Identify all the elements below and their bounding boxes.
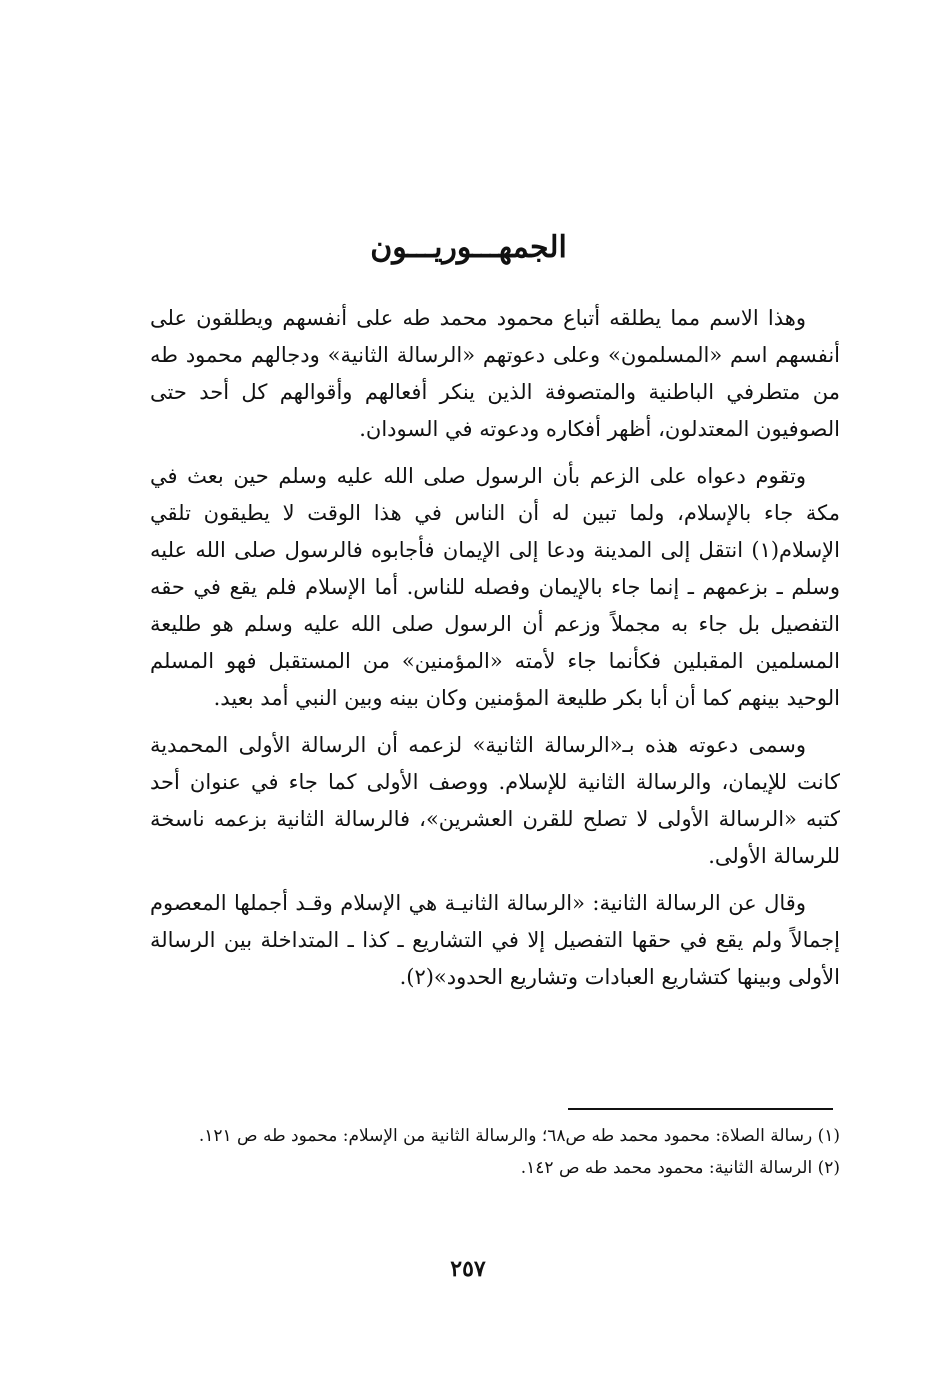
footnote-separator [568,1108,833,1110]
paragraph-1: وهذا الاسم مما يطلقه أتباع محمود محمد طه على أنفسهم ويطلقون على أنفسهم اسم «المسلمون» وعلى دعوتهم «الرسالة الثانية» ودجالهم محمود طه من متطرفي الباطنية والمتصوفة الذين ينكر أفعالهم وأقوالهم كل أحد حتى الصوفيون المعتدلون، أظهر أفكاره ودعوته في السودان. [150,306,840,441]
chapter-title: الجمهـــوريـــون [370,230,567,265]
paragraph-3: وسمى دعوته هذه بـ«الرسالة الثانية» لزعمه أن الرسالة الأولى المحمدية كانت للإيمان، والرسالة الثانية للإسلام. ووصف الأولى كما جاء في عنوان أحد كتبه «الرسالة الأولى لا تصلح للقرن العشرين»، فالرسالة الثانية بزعمه ناسخة للرسالة الأولى. [150,733,840,868]
footnotes [150,1120,840,1184]
paragraph-4: وقال عن الرسالة الثانية: «الرسالة الثانيـة هي الإسلام وقـد أجملها المعصوم إجمالاً ولم يقع في حقها التفصيل إلا في التشاريع ـ كذا ـ المتداخلة بين الرسالة الأولى وبينها كتشاريع العبادات وتشاريع الحدود»(٢). [150,891,840,989]
footnote-1: (١) رسالة الصلاة: محمود محمد طه ص٦٨؛ والرسالة الثانية من الإسلام: محمود طه ص ١٢١. [198,1126,840,1146]
body-text [150,300,840,1006]
footnote-2: (٢) الرسالة الثانية: محمود محمد طه ص ١٤٢. [520,1158,840,1178]
paragraph-2: وتقوم دعواه على الزعم بأن الرسول صلى الله عليه وسلم حين بعث في مكة جاء بالإسلام، ولما تبين له أن الناس في هذا الوقت لا يطيقون تلقي الإسلام(١) انتقل إلى المدينة ودعا إلى الإيمان فأجابوه فالرسول صلى الله عليه وسلم ـ بزعمهم ـ إنما جاء بالإيمان وفصله للناس. أما الإسلام فلم يقع في حقه التفصيل بل جاء به مجملاً وزعم أن الرسول صلى الله عليه وسلم هو طليعة المسلمين المقبلين فكأنما جاء لأمته «المؤمنين» من المستقبل فهو المسلم الوحيد بينهم كما أن أبا بكر طليعة المؤمنين وكان بينه وبين النبي أمد بعيد. [150,464,840,710]
page-number: ٢٥٧ [450,1256,486,1282]
